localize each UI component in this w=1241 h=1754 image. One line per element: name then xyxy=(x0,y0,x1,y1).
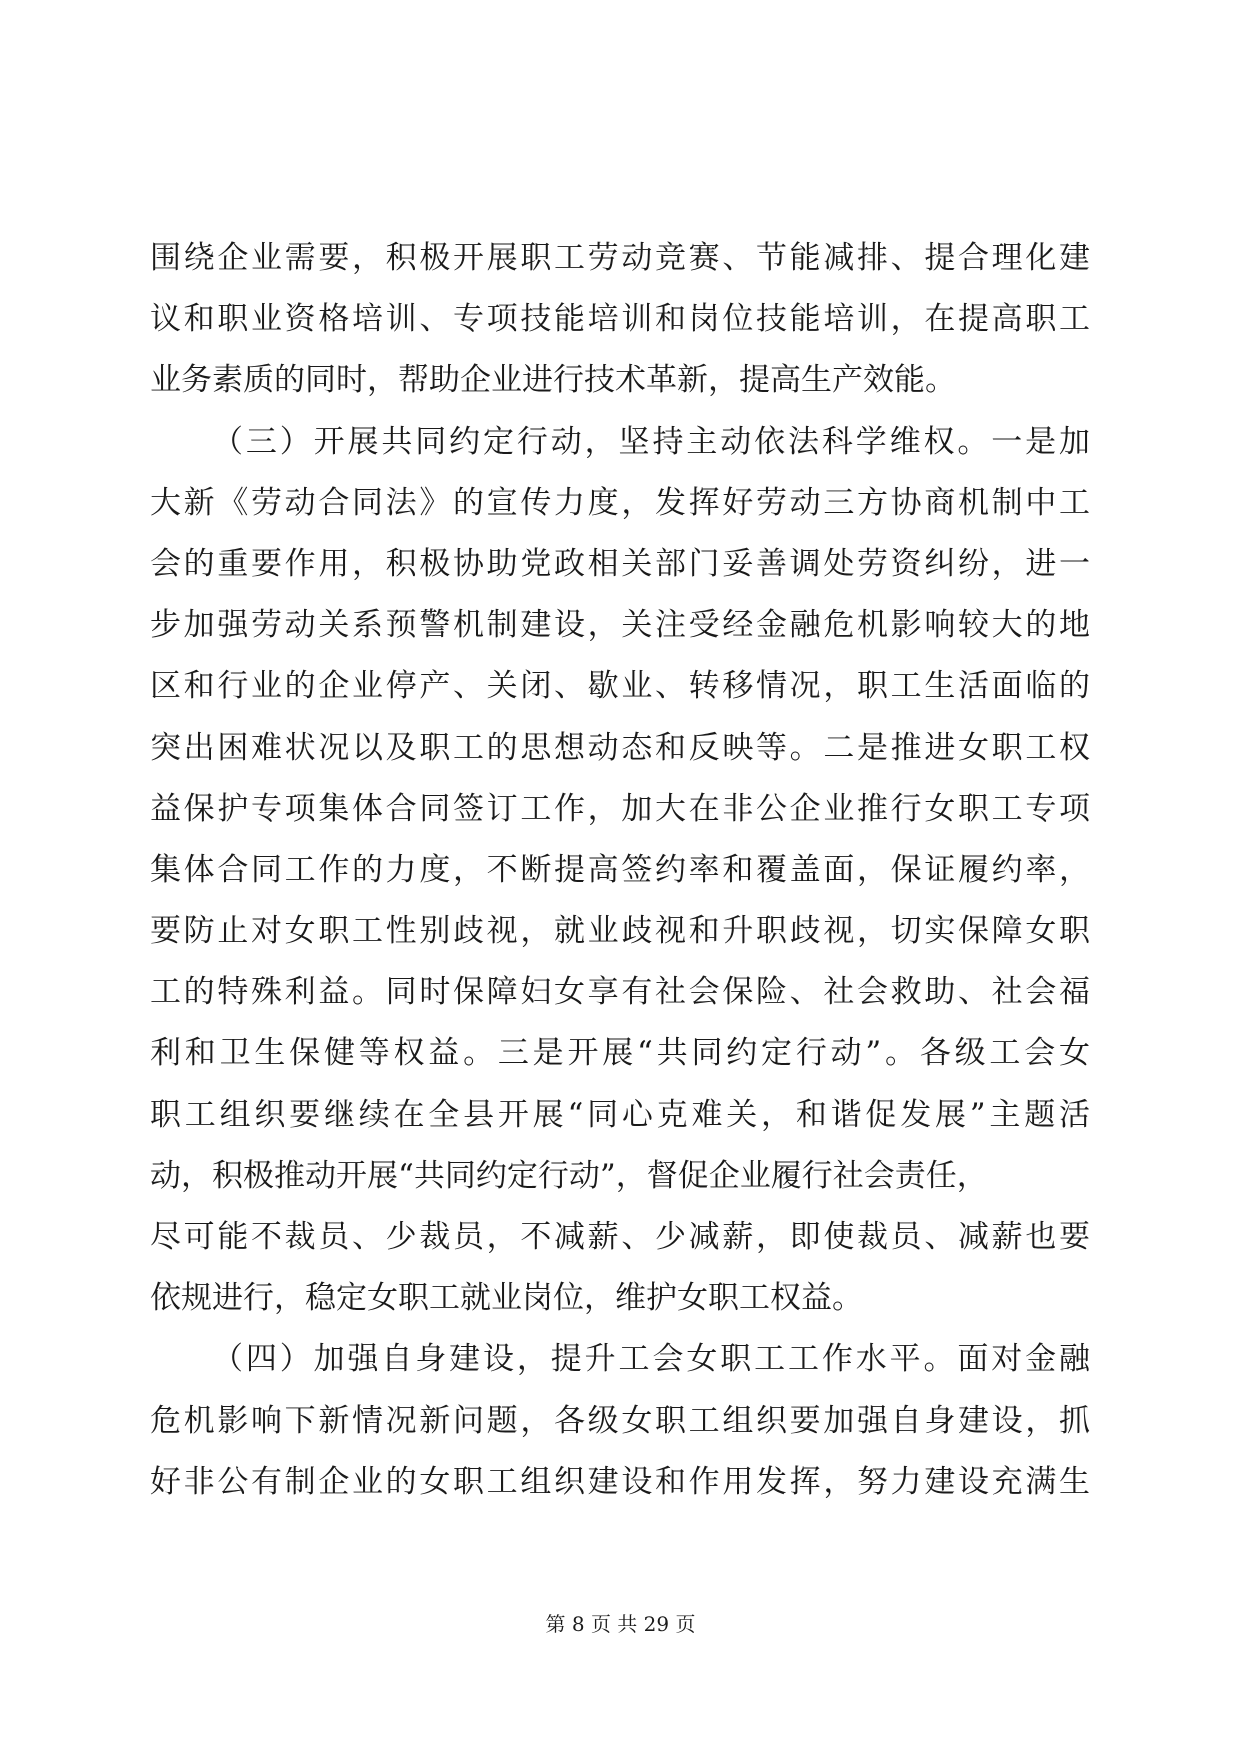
text-line: 要防止对女职工性别歧视，就业歧视和升职歧视，切实保障女职 xyxy=(150,913,1090,950)
body-text xyxy=(150,228,1090,1513)
section-heading-line: （三）开展共同约定行动，坚持主动依法科学维权。一是加 xyxy=(212,423,1090,460)
text-line: 尽可能不裁员、少裁员，不减薪、少减薪，即使裁员、减薪也要 xyxy=(150,1219,1090,1255)
text-line: 步加强劳动关系预警机制建设，关注受经金融危机影响较大的地 xyxy=(150,607,1090,644)
text-line: 利和卫生保健等权益。三是开展“共同约定行动”。各级工会女 xyxy=(150,1035,1090,1072)
text-line: 益保护专项集体合同签订工作，加大在非公企业推行女职工专项 xyxy=(150,790,1090,827)
text-line: 工的特殊利益。同时保障妇女享有社会保险、社会救助、社会福 xyxy=(150,974,1090,1011)
text-line: 职工组织要继续在全县开展“同心克难关，和谐促发展”主题活 xyxy=(150,1096,1090,1133)
text-line: 危机影响下新情况新问题，各级女职工组织要加强自身建设，抓 xyxy=(150,1402,1090,1439)
text-line: 议和职业资格培训、专项技能培训和岗位技能培训，在提高职工 xyxy=(150,301,1090,338)
section-heading-line: （四）加强自身建设，提升工会女职工工作水平。面对金融 xyxy=(212,1341,1090,1378)
text-line: 围绕企业需要，积极开展职工劳动竞赛、节能减排、提合理化建 xyxy=(150,240,1090,276)
text-line: 集体合同工作的力度，不断提高签约率和覆盖面，保证履约率， xyxy=(150,851,1090,888)
text-line: 依规进行，稳定女职工就业岗位，维护女职工权益。 xyxy=(150,1280,863,1317)
text-line: 业务素质的同时，帮助企业进行技术革新，提高生产效能。 xyxy=(150,362,956,399)
text-line: 动，积极推动开展“共同约定行动”，督促企业履行社会责任， xyxy=(150,1157,988,1194)
text-line: 区和行业的企业停产、关闭、歇业、转移情况，职工生活面临的 xyxy=(150,668,1090,705)
page-number-footer: 第 8 页 共 29 页 xyxy=(545,1612,696,1636)
text-line: 大新《劳动合同法》的宣传力度，发挥好劳动三方协商机制中工 xyxy=(150,484,1090,521)
text-line: 突出困难状况以及职工的思想动态和反映等。二是推进女职工权 xyxy=(150,729,1090,766)
text-line: 好非公有制企业的女职工组织建设和作用发挥，努力建设充满生 xyxy=(150,1463,1090,1500)
text-line: 会的重要作用，积极协助党政相关部门妥善调处劳资纠纷，进一 xyxy=(150,545,1090,582)
